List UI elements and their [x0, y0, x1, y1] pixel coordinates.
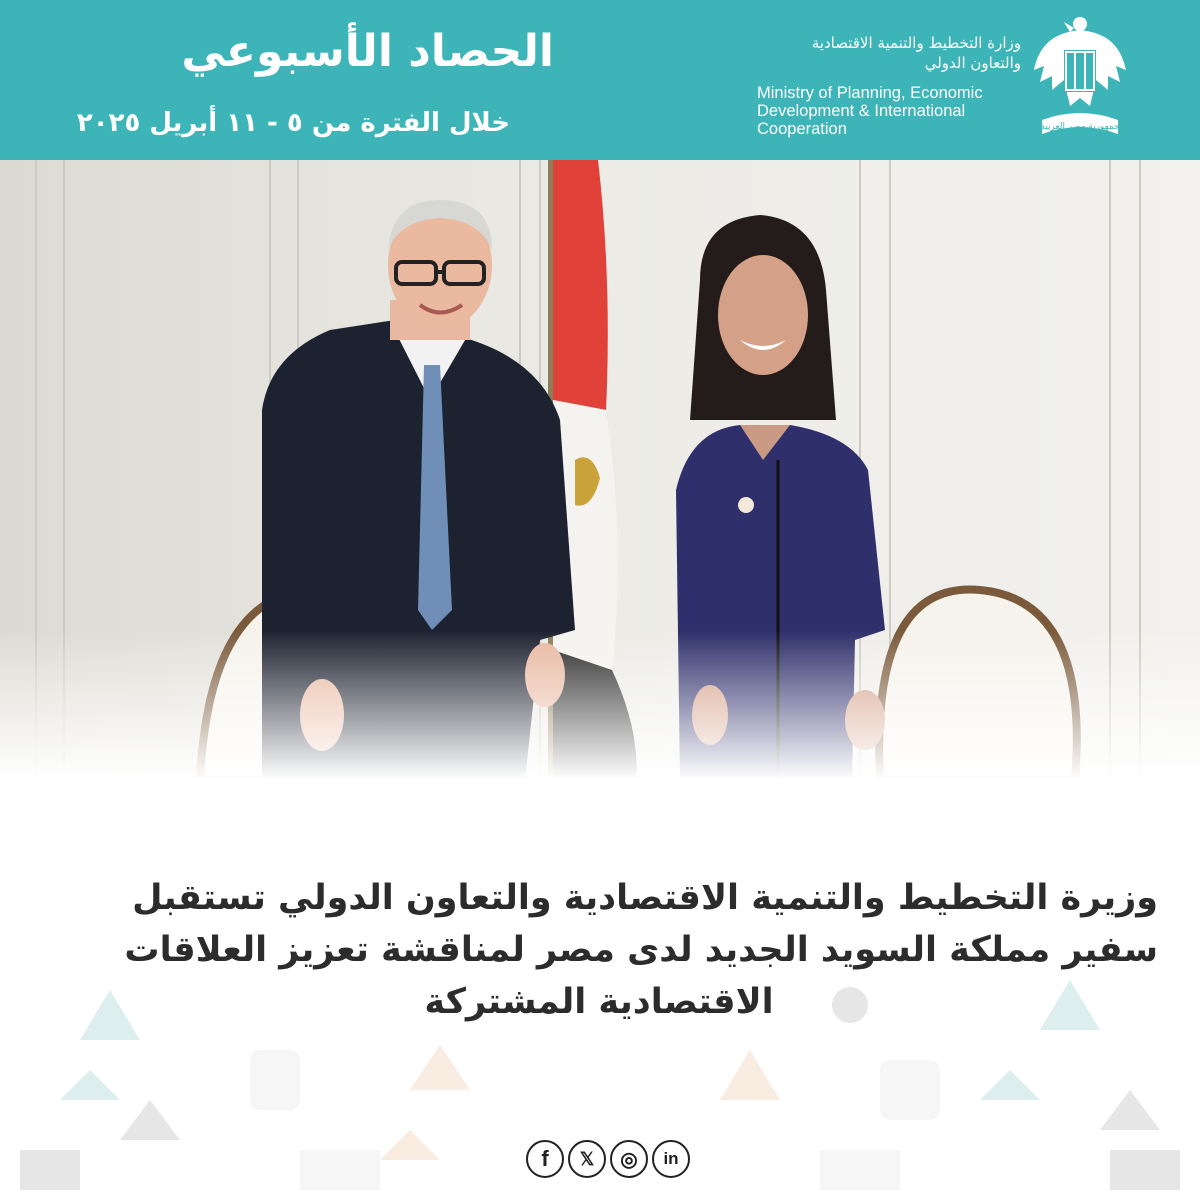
egypt-eagle-emblem-icon — [1030, 10, 1130, 140]
headline-line3: الاقتصادية المشتركة — [424, 982, 774, 1022]
linkedin-glyph: in — [663, 1149, 679, 1168]
recap-period: خلال الفترة من ٥ - ١١ أبريل ٢٠٢٥ — [76, 108, 510, 138]
facebook-icon[interactable] — [526, 1140, 564, 1178]
news-headline — [40, 872, 1158, 1028]
ministry-name-en-line1: Ministry of Planning, Economic — [757, 84, 983, 102]
ministry-name-ar-line1: وزارة التخطيط والتنمية الاقتصادية — [811, 34, 1021, 52]
social-links — [526, 1140, 690, 1178]
facebook-glyph: f — [541, 1146, 549, 1171]
emblem-caption: جمهورية مصر العربية — [1040, 122, 1120, 132]
headline-line2: سفير مملكة السويد الجديد لدى مصر لمناقشة تعزيز العلاقات — [124, 930, 1158, 970]
instagram-icon[interactable] — [610, 1140, 648, 1178]
weekly-recap-title: الحصاد الأسبوعي — [181, 26, 554, 77]
meeting-photo — [0, 160, 1200, 780]
photo-fade-overlay — [0, 630, 1200, 780]
ministry-name-en-line2: Development & International — [757, 102, 966, 120]
headline-line1: وزيرة التخطيط والتنمية الاقتصادية والتعاون الدولي تستقبل — [132, 878, 1158, 918]
ministry-name-en-line3: Cooperation — [757, 120, 847, 138]
x-icon[interactable] — [568, 1140, 606, 1178]
x-glyph: 𝕏 — [579, 1148, 595, 1169]
ministry-name-en — [757, 84, 1027, 138]
header-banner — [0, 0, 1200, 160]
instagram-glyph: ◎ — [620, 1148, 638, 1171]
linkedin-icon[interactable] — [652, 1140, 690, 1178]
ministry-name-ar-line2: والتعاون الدولي — [924, 54, 1021, 72]
